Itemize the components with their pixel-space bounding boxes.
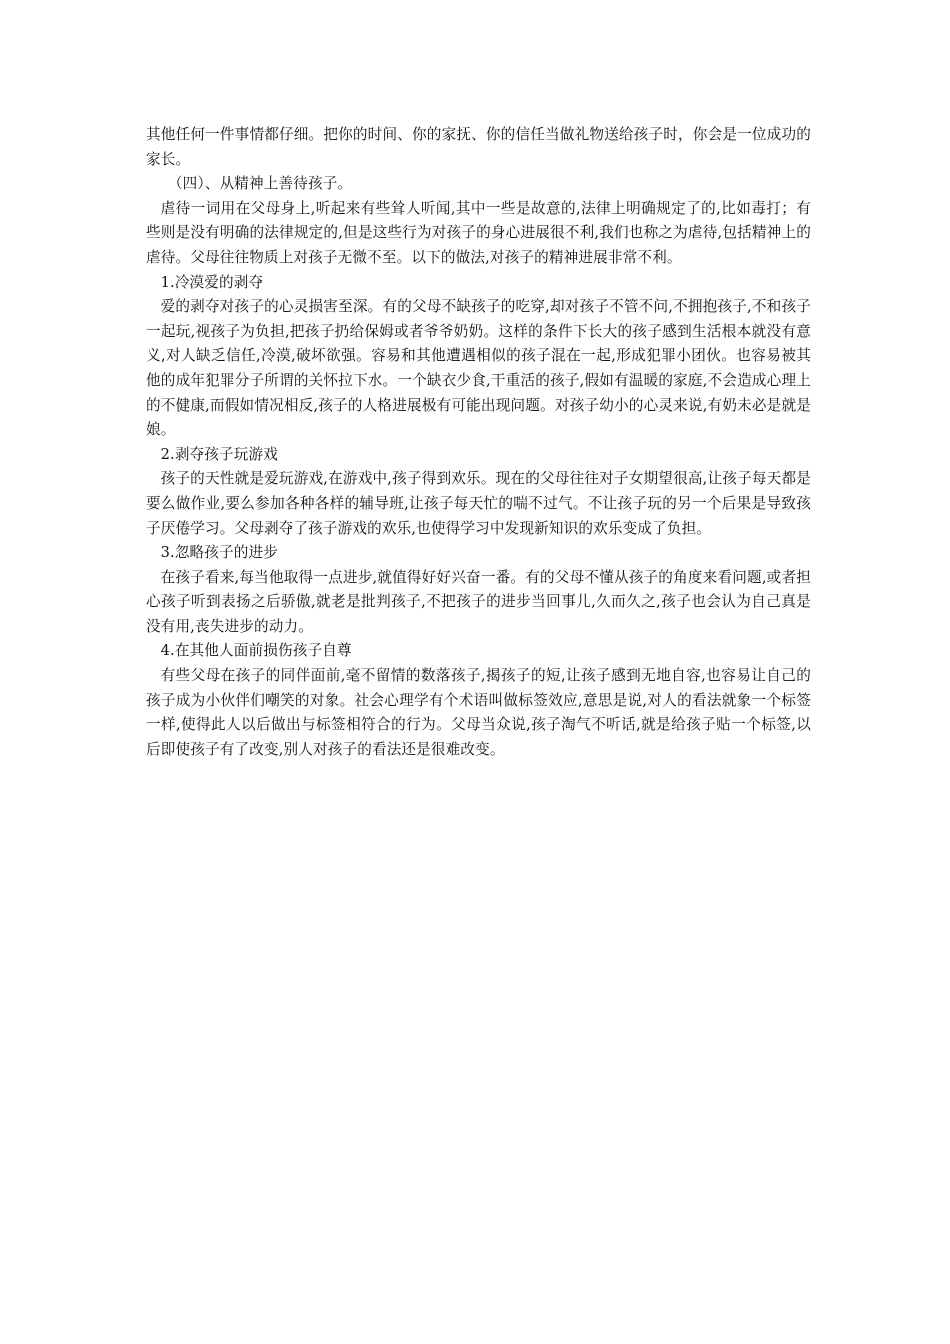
paragraph-ignoring-progress: 在孩子看来,每当他取得一点进步,就值得好好兴奋一番。有的父母不懂从孩子的角度来看问题,或者担心孩子听到表扬之后骄傲,就老是批判孩子,不把孩子的进步当回事儿,久而久之,孩子也会认为自己真是没有用,丧失进步的动力。 (146, 568, 811, 635)
paragraph-love-deprivation: 爱的剥夺对孩子的心灵损害至深。有的父母不缺孩子的吃穿,却对孩子不管不问,不拥抱孩子,不和孩子一起玩,视孩子为负担,把孩子扔给保姆或者爷爷奶奶。这样的条件下长大的孩子感到生活根本就没有意义,对人缺乏信任,冷漠,破坏欲强。容易和其他遭遇相似的孩子混在一起,形成犯罪小团伙。也容易被其他的成年犯罪分子所谓的关怀拉下水。一个缺衣少食,干重活的孩子,假如有温暖的家庭,不会造成心理上的不健康,而假如情况相反,孩子的人格进展极有可能出现问题。对孩子幼小的心灵来说,有奶未必是就是娘。 (146, 298, 811, 439)
document-body (146, 123, 811, 762)
subheading-1: 1.冷漠爱的剥夺 (160, 273, 264, 291)
paragraph-abuse-definition: 虐待一词用在父母身上,听起来有些耸人听闻,其中一些是故意的,法律上明确规定了的,比如毒打；有些则是没有明确的法律规定的,但是这些行为对孩子的身心进展很不利,我们也称之为虐待,包括精神上的虐待。父母往往物质上对孩子无微不至。以下的做法,对孩子的精神进展非常不利。 (146, 199, 811, 266)
section-heading-4: （四）、从精神上善待孩子。 (167, 175, 353, 193)
subheading-4: 4.在其他人面前损伤孩子自尊 (160, 642, 352, 660)
paragraph-intro: 其他任何一件事情都仔细。把你的时间、你的家抚、你的信任当做礼物送给孩子时，你会是一位成功的家长。 (146, 126, 811, 168)
paragraph-self-esteem: 有些父母在孩子的同伴面前,毫不留情的数落孩子,揭孩子的短,让孩子感到无地自容,也容易让自己的孩子成为小伙伴们嘲笑的对象。社会心理学有个术语叫做标签效应,意思是说,对人的看法就象一个标签一样,使得此人以后做出与标签相符合的行为。父母当众说,孩子淘气不听话,就是给孩子贴一个标签,以后即使孩子有了改变,别人对孩子的看法还是很难改变。 (146, 667, 811, 758)
subheading-3: 3.忽略孩子的进步 (160, 544, 279, 562)
subheading-2: 2.剥夺孩子玩游戏 (160, 445, 279, 463)
paragraph-play-deprivation: 孩子的天性就是爱玩游戏,在游戏中,孩子得到欢乐。现在的父母往往对子女期望很高,让孩子每天都是要么做作业,要么参加各种各样的辅导班,让孩子每天忙的喘不过气。不让孩子玩的另一个后果是导致孩子厌倦学习。父母剥夺了孩子游戏的欢乐,也使得学习中发现新知识的欢乐变成了负担。 (146, 470, 811, 537)
